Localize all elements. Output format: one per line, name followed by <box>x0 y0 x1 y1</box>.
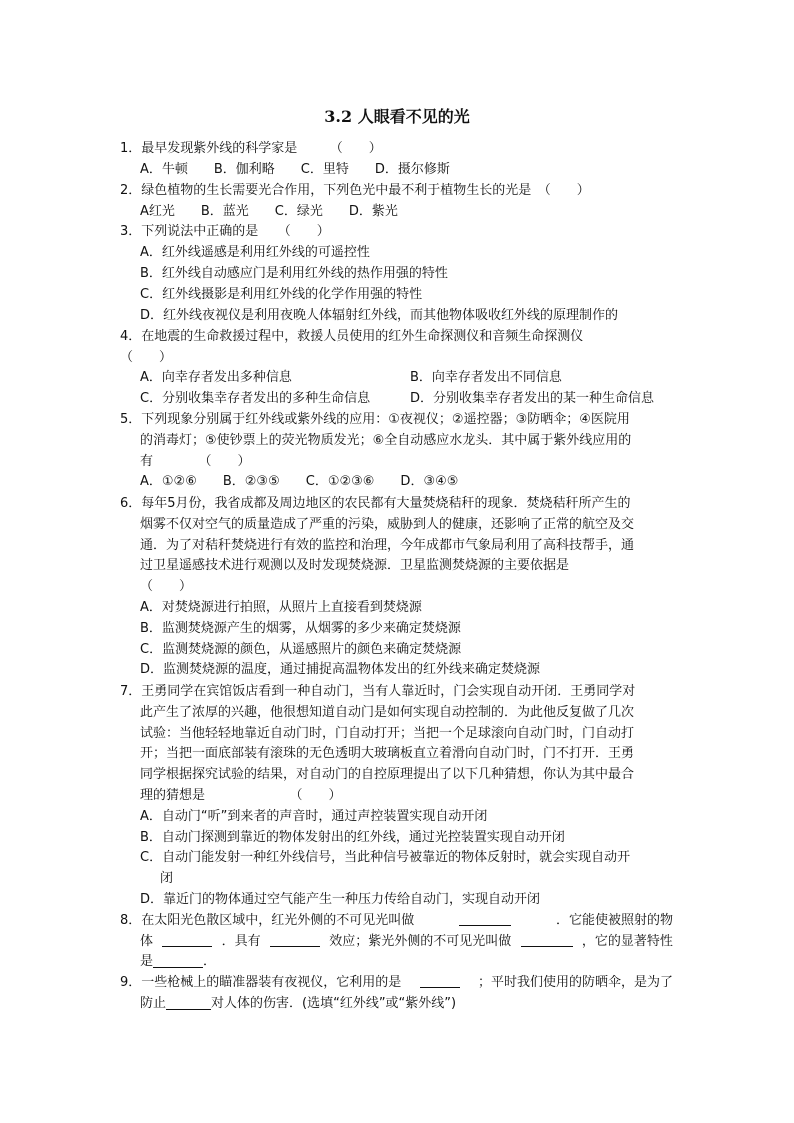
question-8-text: ，它的显著特性 <box>581 934 673 949</box>
answer-blank[interactable] <box>153 953 203 968</box>
question-8-line-2 <box>140 932 673 952</box>
question-7-option-c-line-2: 闭 <box>160 871 174 886</box>
question-4-option-b: B．向幸存者发出不同信息 <box>410 370 562 385</box>
question-8-text: 8．在太阳光色散区域中，红光外侧的不可见光叫做 <box>120 913 415 928</box>
answer-blank[interactable] <box>420 973 460 988</box>
question-7-stem-line-3: 试验：当他轻轻地靠近自动门时，门自动打开；当把一个足球滚向自动门时，门自动打 <box>140 726 635 741</box>
question-5-stem-line-3: 有 （ ） <box>140 454 251 469</box>
question-3-option-c: C．红外线摄影是利用红外线的化学作用强的特性 <box>140 287 423 302</box>
answer-blank[interactable] <box>459 911 511 926</box>
question-8-line-1 <box>120 911 673 931</box>
answer-blank[interactable] <box>270 932 320 947</box>
question-6-stem-line-5: （ ） <box>140 579 193 594</box>
question-7-stem-line-5: 同学根据探究试验的结果，对自动门的自控原理提出了以下几种猜想，你认为其中最合 <box>140 767 635 782</box>
question-5-stem-line-2: 的消毒灯；⑤使钞票上的荧光物质发光；⑥全自动感应水龙头．其中属于紫外线应用的 <box>140 433 632 448</box>
question-7-option-c-line-1: C．自动门能发射一种红外线信号，当此种信号被靠近的物体反射时，就会实现自动开 <box>140 850 631 865</box>
question-9-line-2 <box>140 994 456 1014</box>
question-7-stem-line-6: 理的猜想是 （ ） <box>140 788 342 803</box>
question-3-stem: 3．下列说法中正确的是 （ ） <box>120 224 330 239</box>
question-7-stem-line-2: 此产生了浓厚的兴趣，他很想知道自动门是如何实现自动控制的．为此他反复做了几次 <box>140 705 635 720</box>
question-6-option-d: D．监测焚烧源的温度，通过捕捉高温物体发出的红外线来确定焚烧源 <box>140 662 541 677</box>
answer-blank[interactable] <box>166 995 211 1010</box>
question-6-stem-line-4: 过卫星遥感技术进行观测以及时发现焚烧源．卫星监测焚烧源的主要依据是 <box>140 558 570 573</box>
question-7-stem-line-1: 7．王勇同学在宾馆饭店看到一种自动门，当有人靠近时，门会实现自动开闭．王勇同学对 <box>120 684 636 699</box>
question-8-text: ．具有 <box>221 934 261 949</box>
question-6-stem-line-3: 通．为了对秸秆焚烧进行有效的监控和治理，今年成都市气象局利用了高科技帮手，通 <box>140 538 635 553</box>
question-7-option-d: D．靠近门的物体通过空气能产生一种压力传给自动门，实现自动开闭 <box>140 892 541 907</box>
question-9-text: ；平时我们使用的防晒伞，是为了 <box>477 975 673 990</box>
question-8-text: 体 <box>140 934 154 949</box>
question-8-text: ． <box>203 954 217 969</box>
question-8-text: ．它能使被照射的物 <box>555 913 673 928</box>
question-7-option-b: B．自动门探测到靠近的物体发射出的红外线，通过光控装置实现自动开闭 <box>140 830 565 845</box>
question-3-option-b: B．红外线自动感应门是利用红外线的热作用强的特性 <box>140 266 448 281</box>
question-1-options: A．牛顿 B．伽利略 C．里特 D．摄尔修斯 <box>140 162 450 177</box>
question-9-text: 对人体的伤害．(选填“红外线”或“紫外线”) <box>211 996 457 1011</box>
question-5-options: A．①②⑥ B．②③⑤ C．①②③⑥ D．③④⑤ <box>140 474 459 489</box>
question-2-options: A红光 B．蓝光 C．绿光 D．紫光 <box>140 204 398 219</box>
question-3-option-a: A．红外线遥感是利用红外线的可遥控性 <box>140 245 370 260</box>
answer-blank[interactable] <box>162 932 212 947</box>
page-title: 3.2 人眼看不见的光 <box>324 107 470 126</box>
question-6-option-b: B．监测焚烧源产生的烟雾，从烟雾的多少来确定焚烧源 <box>140 621 461 636</box>
question-8-text: 效应；紫光外侧的不可见光叫做 <box>329 934 512 949</box>
question-9-text: 9．一些枪械上的瞄准器装有夜视仪，它利用的是 <box>120 975 402 990</box>
question-6-option-c: C．监测焚烧源的颜色，从遥感照片的颜色来确定焚烧源 <box>140 642 462 657</box>
question-9-text: 防止 <box>140 996 167 1011</box>
question-8-line-3 <box>140 952 216 972</box>
question-7-option-a: A．自动门“听”到来者的声音时，通过声控装置实现自动开闭 <box>140 809 488 824</box>
question-6-stem-line-2: 烟雾不仅对空气的质量造成了严重的污染，威胁到人的健康，还影响了正常的航空及交 <box>140 517 635 532</box>
question-7-stem-line-4: 开；当把一面底部装有滚珠的无色透明大玻璃板直立着滑向自动门时，门不打开．王勇 <box>140 746 635 761</box>
question-1-stem: 1．最早发现紫外线的科学家是 （ ） <box>120 141 382 156</box>
question-4-stem-line-1: 4．在地震的生命救援过程中，救援人员使用的红外生命探测仪和音频生命探测仪 <box>120 329 584 344</box>
question-2-stem: 2．绿色植物的生长需要光合作用，下列色光中最不利于植物生长的光是 （ ） <box>120 183 590 198</box>
question-4-option-c: C．分别收集幸存者发出的多种生命信息 <box>140 391 371 406</box>
question-4-stem-line-2: （ ） <box>120 350 173 365</box>
answer-blank[interactable] <box>521 932 573 947</box>
question-6-option-a: A．对焚烧源进行拍照，从照片上直接看到焚烧源 <box>140 600 422 615</box>
question-8-text: 是 <box>140 954 154 969</box>
question-3-option-d: D．红外线夜视仪是利用夜晚人体辐射红外线，而其他物体吸收红外线的原理制作的 <box>140 308 619 323</box>
question-6-stem-line-1: 6．每年5月份，我省成都及周边地区的农民都有大量焚烧秸秆的现象．焚烧秸秆所产生的 <box>120 496 631 511</box>
question-4-option-a: A．向幸存者发出多种信息 <box>140 370 292 385</box>
question-4-option-d: D．分别收集幸存者发出的某一种生命信息 <box>410 391 655 406</box>
question-9-line-1 <box>120 973 673 993</box>
question-5-stem-line-1: 5．下列现象分别属于红外线或紫外线的应用：①夜视仪；②遥控器；③防晒伞；④医院用 <box>120 412 630 427</box>
